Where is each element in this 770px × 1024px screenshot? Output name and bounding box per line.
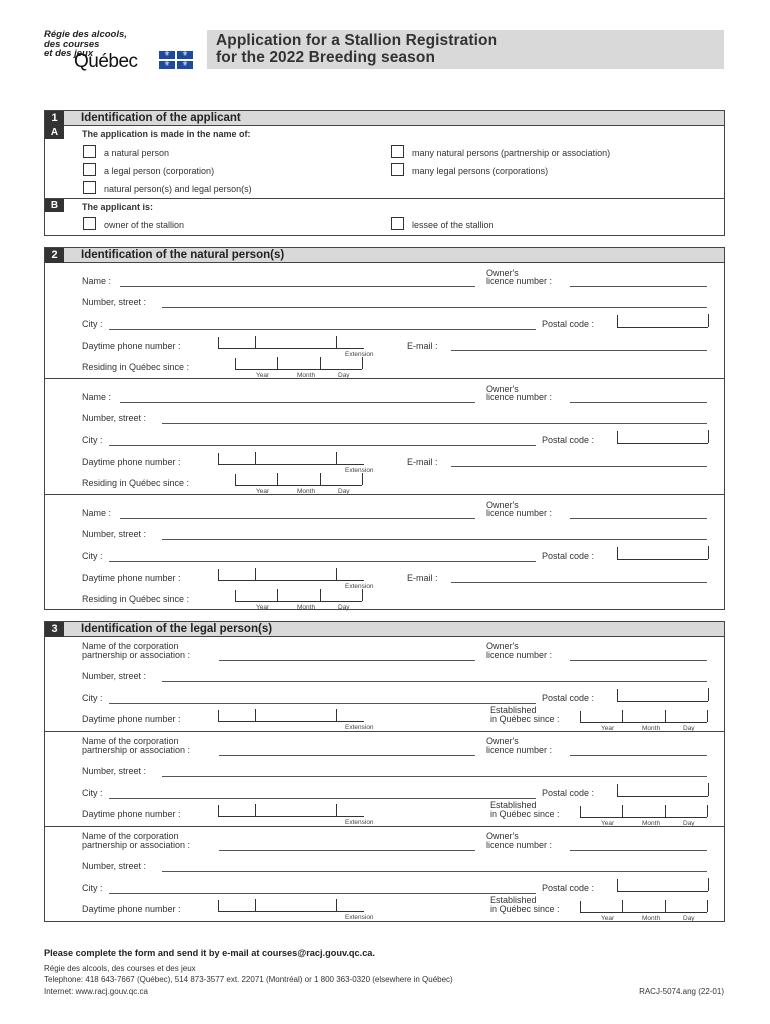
city-label: City : xyxy=(82,883,103,893)
field-divider xyxy=(707,805,708,817)
postal-code-field[interactable] xyxy=(617,784,708,797)
field-divider xyxy=(362,357,363,369)
day-caption: Day xyxy=(683,915,695,922)
section-applicant xyxy=(44,110,725,236)
postal-code-field[interactable] xyxy=(617,431,708,444)
extension-caption: Extension xyxy=(345,583,374,590)
org-line-2: des courses xyxy=(44,38,100,50)
name-field[interactable] xyxy=(120,518,475,519)
postal-code-field[interactable] xyxy=(617,315,708,328)
corporation-label: Name of the corporation xyxy=(82,641,179,651)
street-field[interactable] xyxy=(162,423,707,424)
legal-person-checkbox[interactable] xyxy=(83,163,96,176)
field-divider xyxy=(622,900,623,912)
legal-person-block xyxy=(45,732,724,827)
phone-number-field[interactable] xyxy=(218,453,364,465)
city-field[interactable] xyxy=(109,798,536,799)
owners-label: Owner's xyxy=(486,384,519,394)
residing-date-field[interactable] xyxy=(235,358,362,370)
field-divider xyxy=(336,709,337,721)
field-divider xyxy=(708,783,709,796)
field-divider xyxy=(320,473,321,485)
section-number: 2 xyxy=(45,248,64,263)
field-divider xyxy=(707,900,708,912)
phone-number-field[interactable] xyxy=(218,569,364,581)
residing-label: Residing in Québec since : xyxy=(82,594,190,604)
street-label: Number, street : xyxy=(82,766,147,776)
org-line-1: Régie des alcools, xyxy=(44,29,127,40)
field-divider xyxy=(255,452,256,464)
many-natural-persons-checkbox[interactable] xyxy=(391,145,404,158)
field-divider xyxy=(622,805,623,817)
day-caption: Day xyxy=(683,725,695,732)
postal-code-label: Postal code : xyxy=(542,883,595,893)
licence-number-field[interactable] xyxy=(570,518,707,519)
city-field[interactable] xyxy=(109,703,536,704)
option-label: natural person(s) and legal person(s) xyxy=(104,184,252,194)
field-divider xyxy=(336,336,337,348)
field-divider xyxy=(708,878,709,891)
quebec-logo-text: Québec xyxy=(74,51,138,72)
postal-code-field[interactable] xyxy=(617,879,708,892)
divider xyxy=(45,731,724,732)
field-divider xyxy=(277,589,278,601)
corporation-name-field[interactable] xyxy=(219,850,475,851)
residing-label: Residing in Québec since : xyxy=(82,362,190,372)
established-since-label: in Québec since : xyxy=(490,809,560,819)
association-label: partnership or association : xyxy=(82,650,191,660)
owners-label: Owner's xyxy=(486,500,519,510)
month-caption: Month xyxy=(297,488,316,495)
licence-number-field[interactable] xyxy=(570,286,707,287)
divider xyxy=(45,826,724,827)
postal-code-label: Postal code : xyxy=(542,435,595,445)
phone-label: Daytime phone number : xyxy=(82,809,181,819)
postal-code-field[interactable] xyxy=(617,547,708,560)
city-field[interactable] xyxy=(109,561,536,562)
natural-person-block xyxy=(45,379,724,495)
street-label: Number, street : xyxy=(82,861,147,871)
owners-label: Owner's xyxy=(486,831,519,841)
phone-label: Daytime phone number : xyxy=(82,573,181,583)
phone-number-field[interactable] xyxy=(218,900,364,912)
licence-number-field[interactable] xyxy=(570,755,707,756)
field-divider xyxy=(255,804,256,816)
field-divider xyxy=(362,589,363,601)
licence-label: licence number : xyxy=(486,745,553,755)
part-letter-b: B xyxy=(45,199,64,212)
email-label: E-mail : xyxy=(407,573,438,583)
extension-caption: Extension xyxy=(345,467,374,474)
name-label: Name : xyxy=(82,276,112,286)
option-label: many legal persons (corporations) xyxy=(412,166,549,176)
title-line-1: Application for a Stallion Registration xyxy=(216,32,498,49)
form-title xyxy=(207,30,724,69)
established-since-label: in Québec since : xyxy=(490,904,560,914)
many-legal-persons-checkbox[interactable] xyxy=(391,163,404,176)
natural-person-checkbox[interactable] xyxy=(83,145,96,158)
day-caption: Day xyxy=(338,488,350,495)
established-date-field[interactable] xyxy=(580,901,707,913)
field-divider xyxy=(708,688,709,701)
legal-person-block xyxy=(45,637,724,732)
option-label: a natural person xyxy=(104,148,170,158)
licence-number-field[interactable] xyxy=(570,660,707,661)
year-caption: Year xyxy=(256,488,270,495)
lessee-checkbox[interactable] xyxy=(391,217,404,230)
association-label: partnership or association : xyxy=(82,840,191,850)
year-caption: Year xyxy=(256,372,270,379)
email-label: E-mail : xyxy=(407,341,438,351)
street-field[interactable] xyxy=(162,681,707,682)
licence-label: licence number : xyxy=(486,508,553,518)
field-divider xyxy=(255,709,256,721)
corporation-name-field[interactable] xyxy=(219,755,475,756)
phone-label: Daytime phone number : xyxy=(82,341,181,351)
phone-label: Daytime phone number : xyxy=(82,457,181,467)
email-field[interactable] xyxy=(451,582,707,583)
option-label: many natural persons (partnership or association) xyxy=(412,148,611,158)
extension-caption: Extension xyxy=(345,724,374,731)
natural-person-block xyxy=(45,263,724,379)
section-natural-persons xyxy=(44,247,725,610)
footer-phone: Telephone: 418 643-7667 (Québec), 514 873-3577 ext. 22071 (Montréal) or 1 800 363-0320 (elsewhere in Québec) xyxy=(44,975,453,984)
day-caption: Day xyxy=(338,604,350,611)
section-number: 3 xyxy=(45,622,64,637)
field-divider xyxy=(255,899,256,911)
year-caption: Year xyxy=(256,604,270,611)
month-caption: Month xyxy=(642,820,661,827)
section-header xyxy=(45,111,724,126)
name-field[interactable] xyxy=(120,286,475,287)
licence-label: licence number : xyxy=(486,392,553,402)
title-line-2: for the 2022 Breeding season xyxy=(216,49,436,66)
field-divider xyxy=(336,804,337,816)
section-title: Identification of the applicant xyxy=(81,112,241,124)
section-header xyxy=(45,248,724,263)
established-since-label: in Québec since : xyxy=(490,714,560,724)
postal-code-label: Postal code : xyxy=(542,788,595,798)
established-label: Established xyxy=(490,705,537,715)
month-caption: Month xyxy=(297,372,316,379)
established-label: Established xyxy=(490,895,537,905)
extension-caption: Extension xyxy=(345,914,374,921)
street-field[interactable] xyxy=(162,871,707,872)
street-label: Number, street : xyxy=(82,671,147,681)
option-label: a legal person (corporation) xyxy=(104,166,215,176)
field-divider xyxy=(277,357,278,369)
section-title: Identification of the legal person(s) xyxy=(81,623,273,635)
owners-label: Owner's xyxy=(486,641,519,651)
established-date-field[interactable] xyxy=(580,806,707,818)
field-divider xyxy=(336,899,337,911)
divider xyxy=(45,494,724,495)
field-divider xyxy=(255,336,256,348)
city-field[interactable] xyxy=(109,893,536,894)
owners-label: Owner's xyxy=(486,268,519,278)
city-label: City : xyxy=(82,551,103,561)
part-a-heading: The application is made in the name of: xyxy=(82,129,251,139)
org-line-3: et des jeux xyxy=(44,48,94,59)
day-caption: Day xyxy=(338,372,350,379)
section-legal-persons xyxy=(44,621,725,922)
field-divider xyxy=(336,568,337,580)
street-label: Number, street : xyxy=(82,529,147,539)
field-divider xyxy=(277,473,278,485)
section-number: 1 xyxy=(45,111,64,126)
name-field[interactable] xyxy=(120,402,475,403)
licence-label: licence number : xyxy=(486,840,553,850)
field-divider xyxy=(320,357,321,369)
association-label: partnership or association : xyxy=(82,745,191,755)
option-label: owner of the stallion xyxy=(104,220,185,230)
field-divider xyxy=(320,589,321,601)
natural-person-block xyxy=(45,495,724,611)
corporation-name-field[interactable] xyxy=(219,660,475,661)
footer-org: Régie des alcools, des courses et des jeux xyxy=(44,964,196,973)
natural-and-legal-checkbox[interactable] xyxy=(83,181,96,194)
field-divider xyxy=(707,710,708,722)
year-caption: Year xyxy=(601,820,615,827)
licence-number-field[interactable] xyxy=(570,850,707,851)
month-caption: Month xyxy=(642,725,661,732)
field-divider xyxy=(255,568,256,580)
phone-number-field[interactable] xyxy=(218,337,364,349)
extension-caption: Extension xyxy=(345,819,374,826)
residing-date-field[interactable] xyxy=(235,590,362,602)
option-label: lessee of the stallion xyxy=(412,220,494,230)
city-label: City : xyxy=(82,319,103,329)
phone-label: Daytime phone number : xyxy=(82,904,181,914)
city-label: City : xyxy=(82,693,103,703)
field-divider xyxy=(622,710,623,722)
established-date-field[interactable] xyxy=(580,711,707,723)
postal-code-field[interactable] xyxy=(617,689,708,702)
postal-code-label: Postal code : xyxy=(542,551,595,561)
email-label: E-mail : xyxy=(407,457,438,467)
part-letter-a: A xyxy=(45,126,64,139)
field-divider xyxy=(665,710,666,722)
field-divider xyxy=(708,430,709,443)
city-label: City : xyxy=(82,788,103,798)
legal-person-block xyxy=(45,827,724,922)
residing-label: Residing in Québec since : xyxy=(82,478,190,488)
divider xyxy=(45,198,724,199)
corporation-label: Name of the corporation xyxy=(82,736,179,746)
section-header xyxy=(45,622,724,637)
month-caption: Month xyxy=(642,915,661,922)
phone-label: Daytime phone number : xyxy=(82,714,181,724)
part-b-heading: The applicant is: xyxy=(82,202,154,212)
email-field[interactable] xyxy=(451,466,707,467)
footer-internet: Internet: www.racj.gouv.qc.ca xyxy=(44,987,148,996)
name-label: Name : xyxy=(82,508,112,518)
phone-number-field[interactable] xyxy=(218,805,364,817)
instruction-text: Please complete the form and send it by e-mail at courses@racj.gouv.qc.ca. xyxy=(44,948,375,958)
licence-label: licence number : xyxy=(486,650,553,660)
owners-label: Owner's xyxy=(486,736,519,746)
day-caption: Day xyxy=(683,820,695,827)
extension-caption: Extension xyxy=(345,351,374,358)
street-field[interactable] xyxy=(162,539,707,540)
corporation-label: Name of the corporation xyxy=(82,831,179,841)
month-caption: Month xyxy=(297,604,316,611)
field-divider xyxy=(362,473,363,485)
field-divider xyxy=(336,452,337,464)
street-label: Number, street : xyxy=(82,413,147,423)
name-label: Name : xyxy=(82,392,112,402)
section-title: Identification of the natural person(s) xyxy=(81,249,285,261)
owner-checkbox[interactable] xyxy=(83,217,96,230)
field-divider xyxy=(708,546,709,559)
postal-code-label: Postal code : xyxy=(542,319,595,329)
field-divider xyxy=(665,900,666,912)
field-divider xyxy=(708,314,709,327)
email-field[interactable] xyxy=(451,350,707,351)
postal-code-label: Postal code : xyxy=(542,693,595,703)
city-field[interactable] xyxy=(109,445,536,446)
established-label: Established xyxy=(490,800,537,810)
year-caption: Year xyxy=(601,725,615,732)
form-code: RACJ-5074.ang (22-01) xyxy=(639,987,724,996)
year-caption: Year xyxy=(601,915,615,922)
city-field[interactable] xyxy=(109,329,536,330)
street-label: Number, street : xyxy=(82,297,147,307)
licence-number-field[interactable] xyxy=(570,402,707,403)
field-divider xyxy=(665,805,666,817)
quebec-flag-icon: ⚜ ⚜ ⚜ ⚜ xyxy=(159,51,193,69)
city-label: City : xyxy=(82,435,103,445)
street-field[interactable] xyxy=(162,776,707,777)
phone-number-field[interactable] xyxy=(218,710,364,722)
divider xyxy=(45,378,724,379)
street-field[interactable] xyxy=(162,307,707,308)
residing-date-field[interactable] xyxy=(235,474,362,486)
licence-label: licence number : xyxy=(486,276,553,286)
